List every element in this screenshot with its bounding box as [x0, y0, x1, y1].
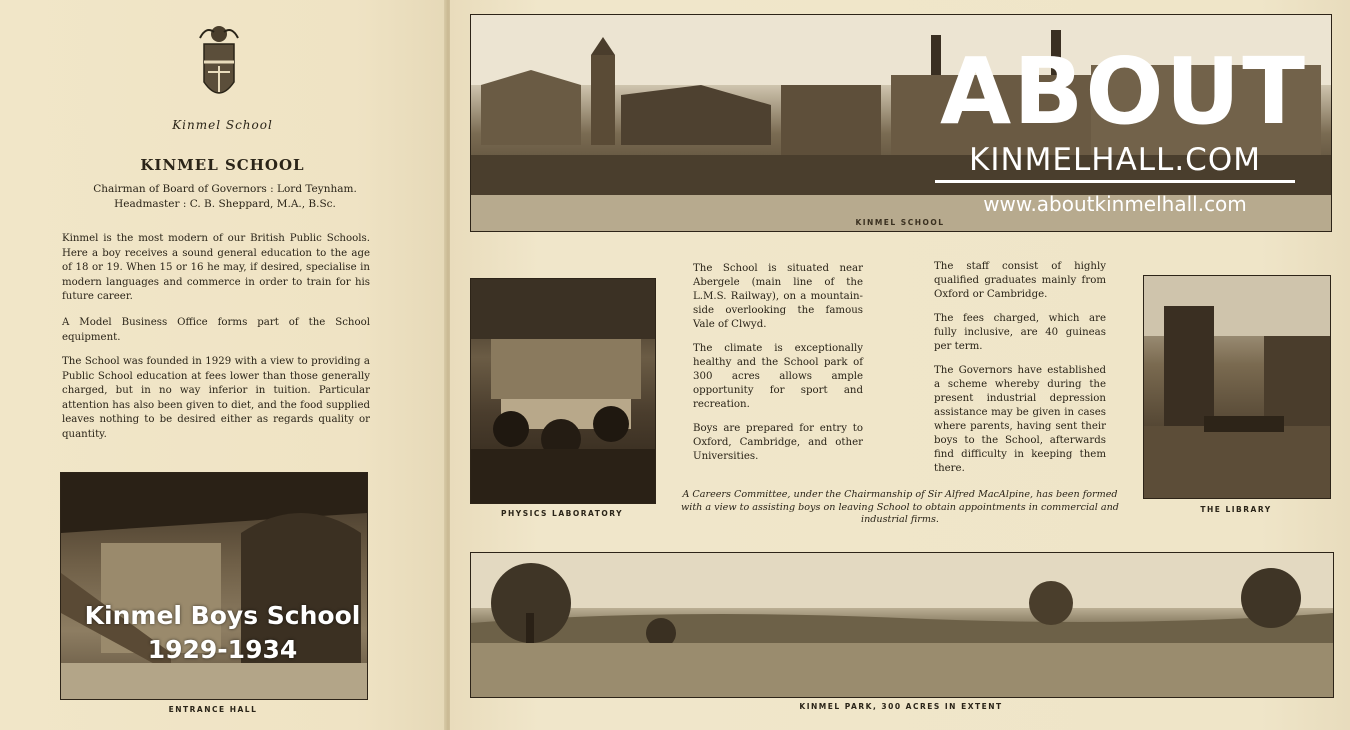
overlay-title: Kinmel Boys School	[84, 601, 361, 630]
column-2	[934, 260, 1106, 486]
overlay-years: 1929-1934	[147, 635, 298, 664]
school-crest-icon	[196, 22, 242, 110]
watermark-site: KINMELHALL.COM	[935, 140, 1295, 183]
school-title: KINMEL SCHOOL	[140, 156, 305, 174]
column-1	[693, 262, 863, 474]
physics-laboratory-photo	[470, 278, 656, 504]
headmaster-line: Headmaster : C. B. Sheppard, M.A., B.Sc.	[114, 198, 336, 210]
col1-paragraph-2: The climate is exceptionally healthy and the School park of 300 acres allows ample opportunity for sport and recreation.	[693, 343, 863, 410]
col2-paragraph-2: The fees charged, which are fully inclusive, are 40 guineas per term.	[934, 313, 1106, 352]
col1-paragraph-1: The School is situated near Abergele (main line of the L.M.S. Railway), on a mountain-side overlooking the famous Vale of Clwyd.	[693, 263, 863, 330]
watermark-about: ABOUT	[940, 38, 1307, 145]
crest-caption: Kinmel School	[172, 118, 273, 132]
chairman-line: Chairman of Board of Governors : Lord Teynham.	[93, 183, 357, 195]
col2-paragraph-3: The Governors have established a scheme whereby during the present industrial depression assistance may be given in cases where parents, having sent their boys to the School, afterwards find difficulty in keeping them there.	[934, 365, 1106, 474]
careers-note: A Careers Committee, under the Chairmanship of Sir Alfred MacAlpine, has been formed with a view to assisting boys on leaving School to obtain appointments in commercial and industrial firms.	[681, 489, 1119, 525]
library-caption: THE LIBRARY	[1200, 505, 1272, 514]
entrance-hall-caption: ENTRANCE HALL	[168, 705, 258, 714]
watermark-url: www.aboutkinmelhall.com	[983, 192, 1247, 216]
exterior-caption: KINMEL SCHOOL	[855, 218, 945, 227]
intro-paragraph-3: The School was founded in 1929 with a view to providing a Public School education at fees lower than those generally charged, but in no way inferior in tuition. Particular attention has also been given to diet, and the food supplied leaves nothing to be desired either as regards quality or quantity.	[62, 356, 370, 440]
lab-caption: PHYSICS LABORATORY	[500, 509, 623, 518]
intro-paragraph-1: Kinmel is the most modern of our British Public Schools. Here a boy receives a sound general education to the age of 18 or 19. When 15 or 16 he may, if desired, specialise in modern languages and commerce in order to train for his future career.	[62, 233, 370, 302]
kinmel-park-photo	[470, 552, 1334, 698]
intro-paragraph-2: A Model Business Office forms part of the School equipment.	[62, 317, 370, 343]
officers	[60, 182, 390, 212]
col2-paragraph-1: The staff consist of highly qualified graduates mainly from Oxford or Cambridge.	[934, 261, 1106, 300]
col1-paragraph-3: Boys are prepared for entry to Oxford, Cambridge, and other Universities.	[693, 423, 863, 462]
park-caption: KINMEL PARK, 300 ACRES IN EXTENT	[799, 702, 1003, 711]
library-photo	[1143, 275, 1331, 499]
